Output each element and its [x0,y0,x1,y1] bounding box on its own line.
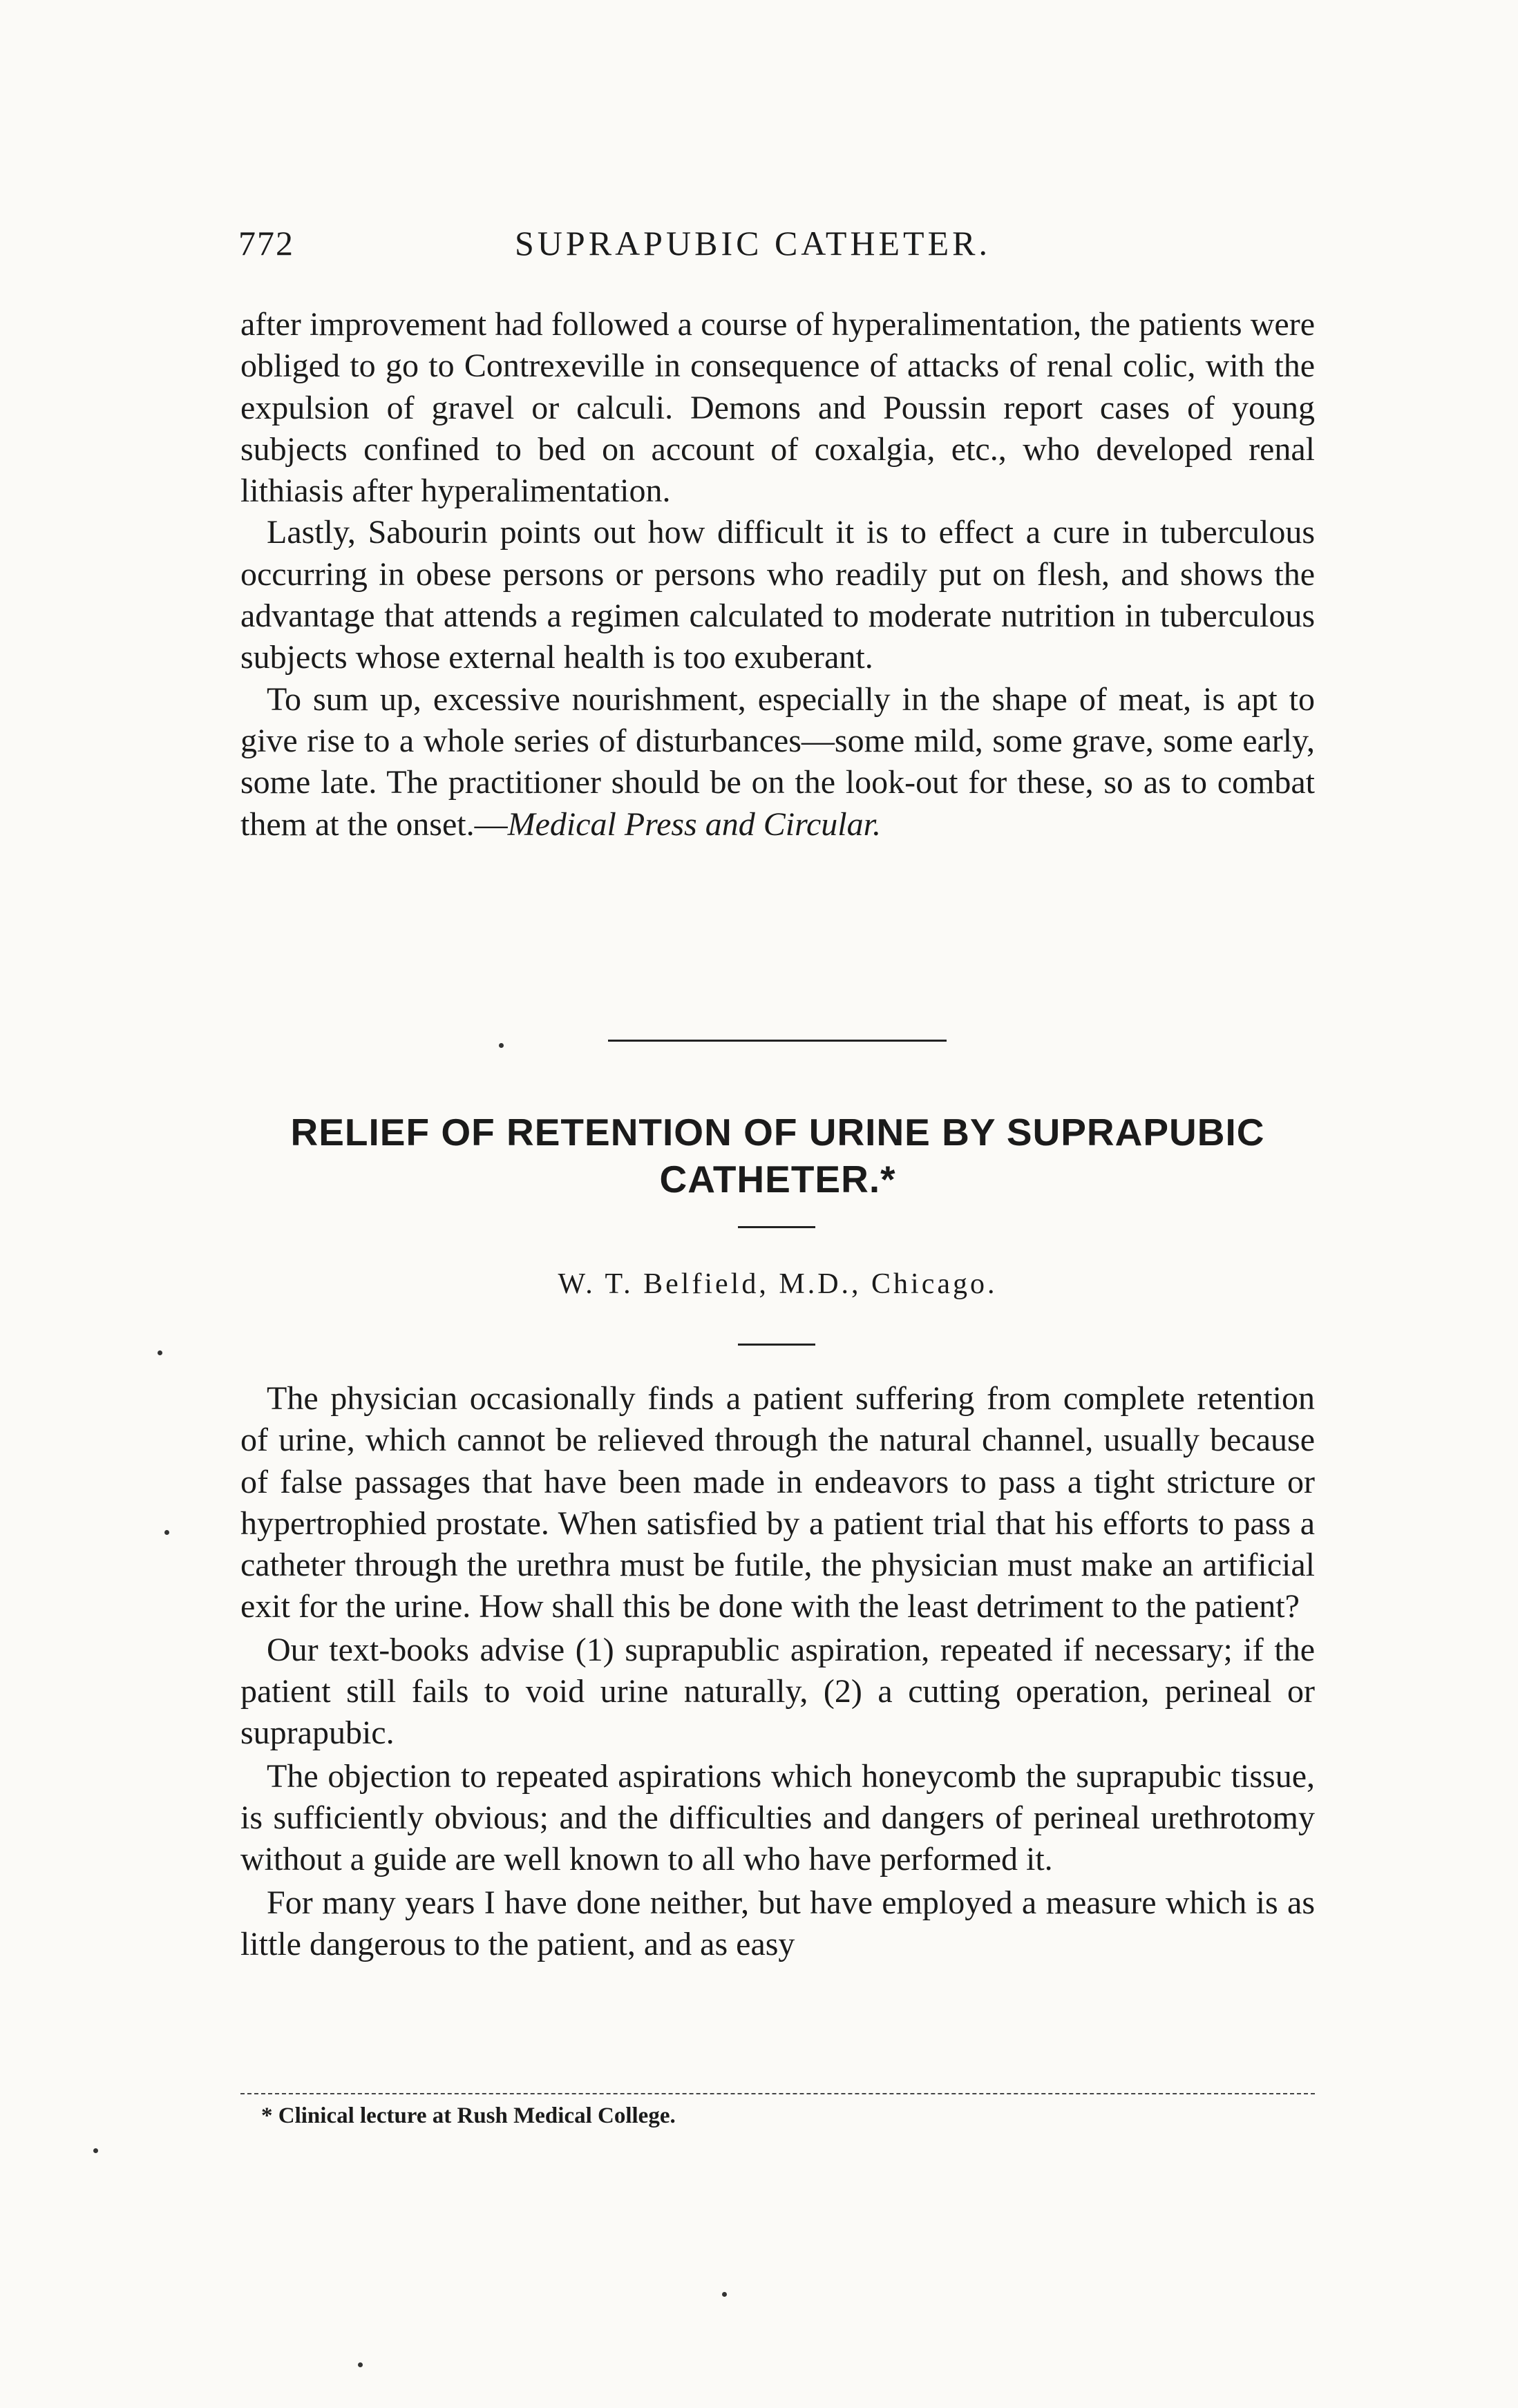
print-speck [499,1043,504,1048]
article-body [240,1378,1315,1965]
print-speck [722,2292,727,2297]
previous-article-text [240,304,1315,845]
paragraph: For many years I have done neither, but have employed a measure which is as little dangerous to the patient, and as easy [240,1884,1315,1962]
running-title: SUPRAPUBIC CATHETER. [515,224,991,262]
paragraph: Our text-books advise (1) suprapublic aspiration, repeated if necessary; if the patient still fails to void urine naturally, (2) a cutting operation, perineal or suprapubic. [240,1631,1315,1752]
paragraph: The objection to repeated aspirations which honeycomb the suprapubic tissue, is sufficiently obvious; and the difficulties and dangers of perineal urethrotomy without a guide are well known to all who have performed it. [240,1757,1315,1878]
author-byline: W. T. Belfield, M.D., Chicago. [558,1268,998,1300]
print-speck [358,2362,363,2367]
print-speck [93,2148,98,2153]
paragraph: after improvement had followed a course of hyperalimentation, the patients were obliged to go to Contrexeville in consequence of attacks of renal colic, with the expulsion of gravel or calculi. Demons and Poussin report cases of young subjects confined to bed on account of coxalgia, etc., who developed renal lithiasis after hyperalimentation. [240,306,1315,510]
byline-divider [738,1344,815,1346]
page-number: 772 [238,224,294,262]
running-head [238,218,1313,273]
source-citation: Medical Press and Circular. [507,805,881,843]
article-title-line-2: CATHETER.* [659,1158,896,1201]
article-title-line-1: RELIEF OF RETENTION OF URINE BY SUPRAPUBIC [290,1111,1265,1154]
print-speck [158,1350,162,1355]
paragraph: Lastly, Sabourin points out how difficult it is to effect a cure in tuberculous occurring in obese persons or persons who readily put on flesh, and shows the advantage that attends a regimen calculated to moderate nutrition in tuberculous subjects whose external health is too exuberant. [240,514,1315,676]
section-divider [608,1040,947,1042]
paragraph [240,679,1315,845]
footnote-rule [240,2093,1315,2094]
title-divider [738,1226,815,1228]
article-title [240,1109,1315,1203]
paragraph: The physician occasionally finds a patient suffering from complete retention of urine, which cannot be relieved through the natural channel, usually because of false passages that have been made in endeavors to pass a tight stricture or hypertrophied prostate. When satisfied by a patient trial that his efforts to pass a catheter through the urethra must be futile, the physician must make an artificial exit for the urine. How shall this be done with the least detriment to the patient? [240,1380,1315,1625]
print-speck [164,1530,169,1535]
footnote: * Clinical lecture at Rush Medical College. [261,2103,676,2128]
closing-text: To sum up, excessive nourishment, especially in the shape of meat, is apt to give rise to a whole series of disturbances—some mild, some grave, some early, some late. The practitioner should be on the look-out for these, so as to combat them at the onset.— [240,680,1315,843]
